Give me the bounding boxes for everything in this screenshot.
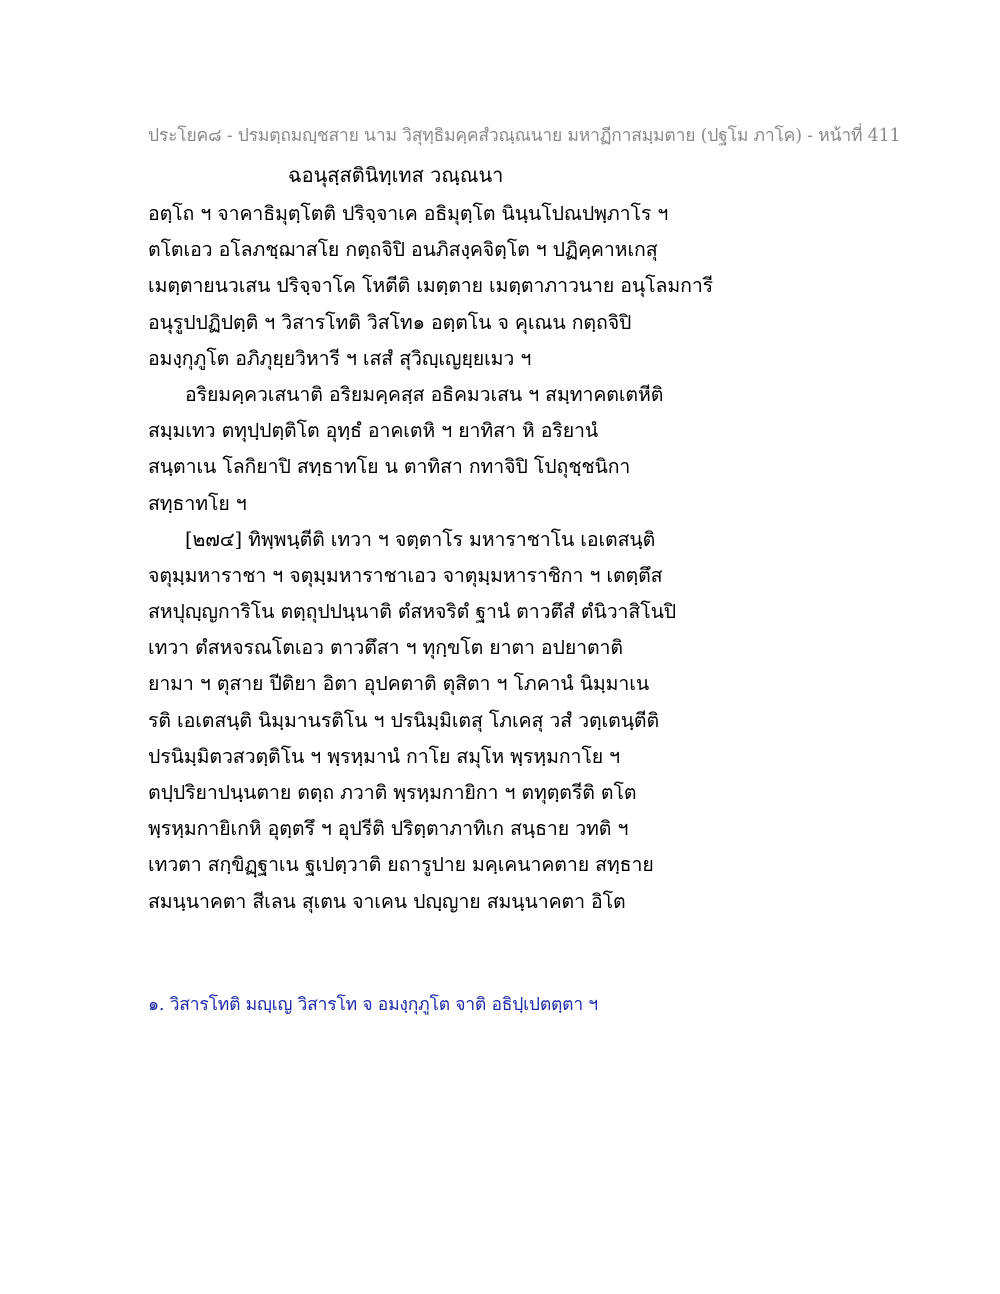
text-line: ปรนิมฺมิตวสวตฺติโน ฯ พฺรหฺมานํ กาโย สมุโห พฺรหฺมกาโย ฯ [148, 744, 621, 768]
text-line: สนฺตาเน โลกิยาปิ สทฺธาทโย น ตาทิสา กทาจิปิ โปถุชฺชนิกา [148, 455, 631, 479]
text-line: อนุรูปปฏิปตฺติ ฯ วิสารโทติ วิสโท๑ อตฺตโน จ คุเณน กตฺถจิปิ [148, 310, 632, 334]
text-line: อตฺโถ ฯ จาคาธิมุตฺโตติ ปริจฺจาเค อธิมุตฺโต นินฺนโปณปพฺภาโร ฯ [148, 202, 669, 225]
text-line: พฺรหฺมกายิเกหิ อุตฺตรึ ฯ อุปรีติ ปริตฺตาภาทิเก สนฺธาย วทติ ฯ [148, 817, 629, 841]
section-title: ฉอนุสฺสตินิทฺเทส วณฺณนา [288, 163, 504, 187]
body-text [148, 196, 868, 920]
text-line: เมตฺตายนวเสน ปริจฺจาโค โหตีติ เมตฺตาย เมตฺตาภาวนาย อนุโลมการี [148, 274, 714, 298]
text-line: เทวตา สกฺขิฏฺฐาเน ฐเปตฺวาติ ยถารูปาย มคฺเคนาคตาย สทฺธาย [148, 853, 654, 877]
paragraph-start-line: อริยมคฺควเสนาติ อริยมคฺคสฺส อธิคมวเสน ฯ สมฺทาคตเตหีติ [185, 382, 664, 406]
running-header: ประโยค๘ - ปรมตฺถมญฺชสาย นาม วิสุทฺธิมคฺคสํวณฺณนาย มหาฏีกาสมฺมตาย (ปฐโม ภาโค) - หน้าที่ 411 [148, 126, 901, 146]
text-line: สทฺธาทโย ฯ [148, 491, 247, 515]
text-line: สมนฺนาคตา สีเลน สุเตน จาเคน ปญฺญาย สมนฺนาคตา อิโต [148, 889, 626, 913]
text-line: สหปุญฺญการิโน ตตฺถุปปนฺนาติ ตํสหจริตํ ฐานํ ตาวตึสํ ตํนิวาสิโนปิ [148, 600, 677, 624]
text-line: อมงฺกุภูโต อภิภุยฺยวิหารี ฯ เสสํ สุวิญฺเญยฺยเมว ฯ [148, 346, 532, 370]
text-line: ตปฺปริยาปนฺนตาย ตตฺถ ภวาติ พฺรหฺมกายิกา ฯ ตทุตฺตรีติ ตโต [148, 781, 637, 804]
text-line: ตโตเอว อโลภชฺฌาสโย กตฺถจิปิ อนภิสงฺคจิตฺโต ฯ ปฏิคฺคาหเกสุ [148, 238, 658, 262]
paragraph-start-line: [๒๗๔] ทิพฺพนฺตีติ เทวา ฯ จตฺตาโร มหาราชาโน เอเตสนฺติ [185, 527, 656, 551]
text-line: สมฺมเทว ตทุปฺปตฺติโต อุทฺธํ อาคเตหิ ฯ ยาทิสา หิ อริยานํ [148, 419, 599, 443]
footnote: ๑. วิสารโทติ มญฺเญ วิสารโท จ อมงฺกุภูโต จาติ อธิปฺเปตตฺตา ฯ [148, 995, 598, 1015]
text-line: จตุมฺมหาราชา ฯ จตุมฺมหาราชาเอว จาตุมฺมหาราชิกา ฯ เตตฺตึส [148, 563, 663, 587]
text-line: ยามา ฯ ตุสาย ปีติยา อิตา อุปคตาติ ตุสิตา ฯ โภคานํ นิมฺมาเน [148, 672, 650, 696]
text-line: เทวา ตํสหจรณโตเอว ตาวตึสา ฯ ทุกฺขโต ยาตา อปยาตาติ [148, 636, 623, 660]
text-line: รติ เอเตสนฺติ นิมฺมานรติโน ฯ ปรนิมฺมิเตสุ โภเคสุ วสํ วตฺเตนฺตีติ [148, 708, 660, 732]
